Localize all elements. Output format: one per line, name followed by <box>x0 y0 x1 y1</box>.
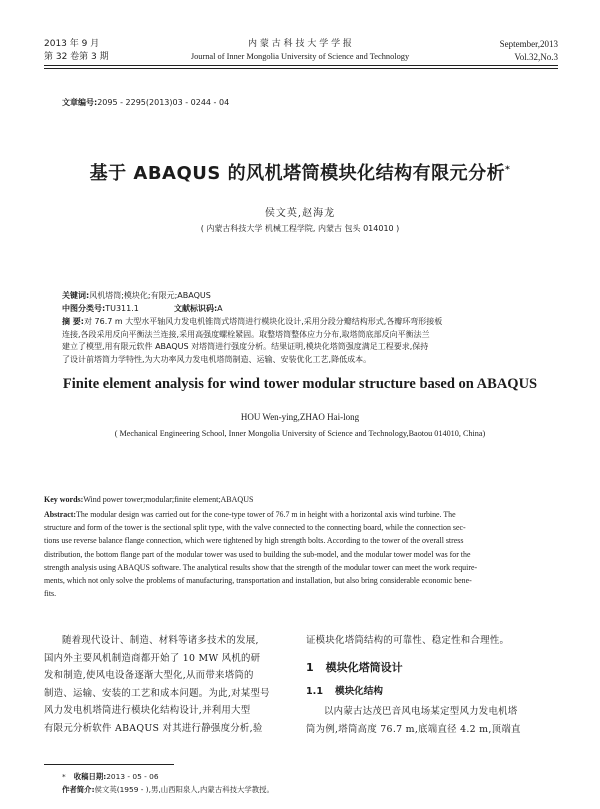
header-volume-en: Vol.32,No.3 <box>514 52 558 62</box>
subsection-title: 模块化结构 <box>335 686 383 697</box>
keywords-en <box>44 494 556 507</box>
keywords-cn <box>62 290 552 303</box>
body-left-column <box>44 632 294 738</box>
abstract-en-line: structure and form of the tower is the sectional split type, with the valve connected to the connecting board, while the connection sec- <box>44 523 466 533</box>
abstract-en-label: Abstract: <box>44 510 76 519</box>
clc-label: 中图分类号: <box>62 304 106 313</box>
clc-value: TU311.1 <box>105 304 139 313</box>
title-cn-text: 基于 ABAQUS 的风机塔筒模块化结构有限元分析 <box>89 163 506 184</box>
abstract-en-line: tions use reverse balance flange connection, which were tightened by high strength bolts. According to the tower of the overall stress <box>44 536 464 546</box>
keywords-cn-label: 关键词: <box>62 291 90 300</box>
received-value: 2013 - 05 - 06 <box>106 772 159 781</box>
abstract-cn-line: 了设计前塔筒力学特性,为大功率风力发电机塔筒制造、运输、安装优化工艺,降低成本。 <box>62 354 372 364</box>
body-left-line: 国内外主要风机制造商都开始了 10 MW 风机的研 <box>44 652 261 664</box>
subsection-heading <box>306 685 383 699</box>
affiliation-en: ( Mechanical Engineering School, Inner Mongolia University of Science and Technology,Baotou 014010, China) <box>114 429 486 438</box>
title-en: Finite element analysis for wind tower modular structure based on ABAQUS <box>62 376 538 392</box>
title-cn <box>40 158 560 186</box>
classification <box>62 303 552 316</box>
authors-en: HOU Wen-ying,ZHAO Hai-long <box>240 412 360 422</box>
header-rule <box>44 65 558 66</box>
abstract-cn <box>62 316 556 366</box>
doc-code-label: 文献标识码: <box>173 304 218 313</box>
header-rule-thin <box>44 68 558 69</box>
abstract-cn-line: 建立了模型,用有限元软件 ABAQUS 对塔筒进行强度分析。结果证明,模块化塔筒强度满足工程要求,保持 <box>62 342 429 351</box>
keywords-cn-value: 风机塔筒;模块化;有限元;ABAQUS <box>89 291 211 300</box>
body-left-line: 风力发电机塔筒进行模块化结构设计,并利用大型 <box>44 705 251 717</box>
received-label: 收稿日期: <box>73 772 107 781</box>
body-right-line: 筒为例,塔筒高度 76.7 m,底端直径 4.2 m,顶端直 <box>306 723 521 735</box>
body-left-line: 随着现代设计、制造、材料等诸多技术的发展, <box>62 635 259 646</box>
header-volume-cn: 第 32 卷第 3 期 <box>44 52 109 62</box>
abstract-en <box>44 508 556 600</box>
footnote-received <box>62 771 542 782</box>
affiliation-cn: ( 内蒙古科技大学 机械工程学院, 内蒙古 包头 014010 ) <box>200 224 400 233</box>
keywords-en-value: Wind power tower;modular;finite element;ABAQUS <box>83 495 254 504</box>
header-date-en: September,2013 <box>499 39 558 49</box>
article-number-label: 文章编号: <box>62 98 98 107</box>
footnote-author <box>62 784 542 795</box>
abstract-en-line: distribution, the bottom flange part of the modular tower was used to building the sub-model, and the modular tower model was for the <box>44 549 471 559</box>
body-right-line: 以内蒙古达茂巴音风电场某定型风力发电机塔 <box>324 706 518 717</box>
article-number <box>62 98 229 108</box>
body-left-line: 有限元分析软件 ABAQUS 对其进行静强度分析,验 <box>44 722 263 734</box>
abstract-en-line: strength analysis using ABAQUS software. The analytical results show that the strength of the modular tower can meet the work require- <box>44 562 478 572</box>
abstract-en-line: fits. <box>44 589 57 599</box>
header-issue-date: 2013 年 9 月 <box>44 39 100 49</box>
footnote-rule <box>44 764 174 765</box>
footnote-marker: * <box>62 772 66 781</box>
abstract-cn-label: 摘 要: <box>62 317 84 326</box>
authors-cn: 侯文英,赵海龙 <box>264 208 336 219</box>
header-journal-cn: 内 蒙 古 科 技 大 学 学 报 <box>248 39 352 49</box>
body-right-column <box>306 703 558 738</box>
author-info-value: 侯文英(1959 - ),男,山西阳泉人,内蒙古科技大学教授。 <box>94 785 274 794</box>
article-number-value: 2095 - 2295(2013)03 - 0244 - 04 <box>97 98 230 107</box>
body-left-line: 制造、运输、安装的工艺和成本问题。为此,对某型号 <box>44 687 270 699</box>
abstract-cn-line: 连接,各段采用反向平衡法兰连接,采用高强度螺栓紧固。取整塔筒整体应力分布,取塔筒底部反向平衡法兰 <box>62 329 430 339</box>
subsection-number: 1.1 <box>306 686 323 697</box>
header-journal-en: Journal of Inner Mongolia University of Science and Technology <box>190 52 410 61</box>
doc-code-value: A <box>217 304 223 313</box>
abstract-en-line: The modular design was carried out for the cone-type tower of 76.7 m in height with a horizontal axis wind turbine. The <box>76 510 456 519</box>
section-heading <box>306 660 403 676</box>
body-left-line: 发和制造,使风电设备逐渐大型化,从而带来塔筒的 <box>44 670 254 682</box>
section-number: 1 <box>306 661 314 674</box>
author-info-label: 作者简介: <box>62 785 95 794</box>
section-title: 模块化塔筒设计 <box>325 661 403 674</box>
title-footnote-marker: * <box>505 165 511 175</box>
abstract-cn-line: 对 76.7 m 大型水平轴风力发电机锥筒式塔筒进行模块化设计,采用分段分瓣结构形式,各瓣环弯形接板 <box>83 317 443 326</box>
keywords-en-label: Key words: <box>44 495 84 504</box>
abstract-en-line: ments, which not only solve the problems of manufacturing, transportation and installation, but also bring considerable economic bene- <box>44 576 472 586</box>
body-right-top-line: 证模块化塔筒结构的可靠性、稳定性和合理性。 <box>306 635 510 646</box>
